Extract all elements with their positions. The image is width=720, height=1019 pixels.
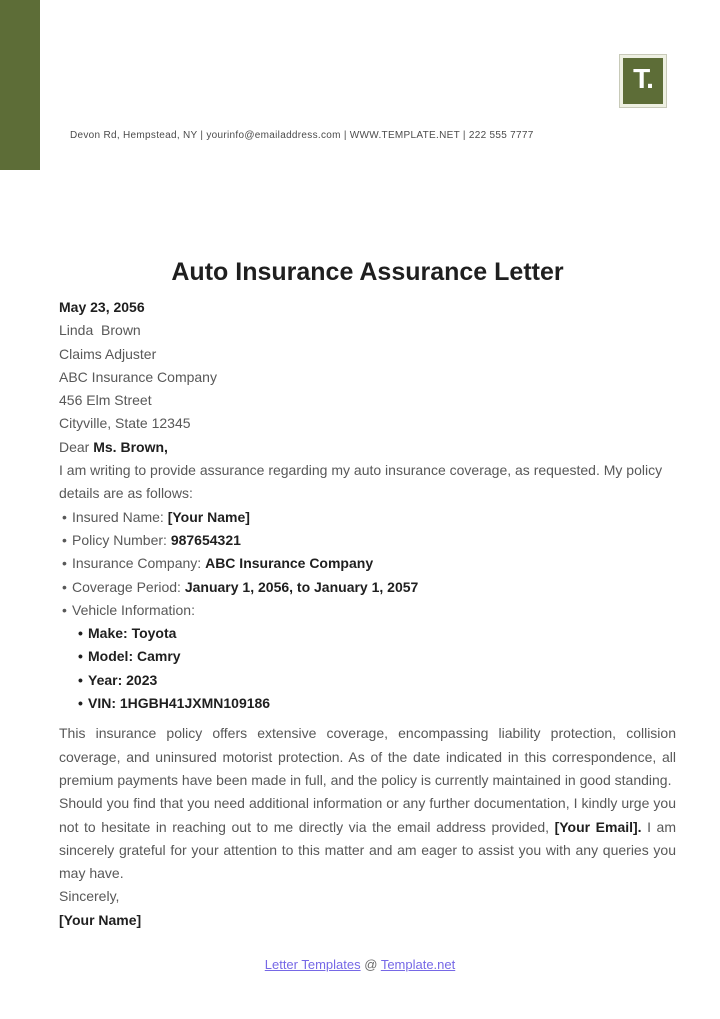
your-email-placeholder: [Your Email].	[554, 818, 642, 835]
policy-details-list	[59, 506, 676, 716]
recipient-role: Claims Adjuster	[59, 345, 157, 362]
contact-paragraph	[59, 792, 676, 885]
signature: [Your Name]	[59, 911, 142, 928]
template-net-logo	[620, 55, 666, 107]
closing: Sincerely,	[59, 888, 120, 905]
detail-value: [Your Name]	[167, 508, 250, 525]
detail-vehicle-information	[59, 599, 676, 622]
recipient-name: Linda Brown	[59, 322, 141, 339]
vehicle-make: • Make: Toyota	[59, 622, 676, 645]
detail-value: 987654321	[170, 531, 241, 548]
salutation-name: Ms. Brown,	[93, 438, 168, 455]
vehicle-model: • Model: Camry	[59, 645, 676, 668]
template-net-link[interactable]: Template.net	[380, 957, 456, 972]
contact-paragraph-start: Should you find that you need additional information or any further documentation, I kindly urge you not to hesitate in reaching out to me directly via the email address provided,	[59, 795, 676, 835]
vehicle-year: • Year: 2023	[59, 669, 676, 692]
left-accent-bar	[0, 0, 40, 170]
coverage-paragraph: This insurance policy offers extensive coverage, encompassing liability protection, collision coverage, and uninsured motorist protection. As of the date indicated in this correspondence, all premium payments have been made in full, and the policy is currently maintained in good standing.	[59, 725, 676, 788]
detail-insured-name	[59, 506, 676, 529]
detail-insurance-company	[59, 552, 676, 575]
detail-label: Insured Name:	[72, 508, 168, 525]
detail-label: Policy Number:	[72, 531, 171, 548]
detail-value: ABC Insurance Company	[205, 555, 374, 572]
detail-label: Vehicle Information:	[72, 601, 195, 618]
salutation-prefix: Dear	[59, 438, 94, 455]
letter-templates-link[interactable]: Letter Templates	[264, 957, 361, 972]
vehicle-vin: • VIN: 1HGBH41JXMN109186	[59, 692, 676, 715]
recipient-street: 456 Elm Street	[59, 392, 152, 409]
letter-body	[59, 296, 676, 932]
detail-value: January 1, 2056, to January 1, 2057	[184, 578, 419, 595]
recipient-company: ABC Insurance Company	[59, 368, 217, 385]
detail-coverage-period	[59, 576, 676, 599]
letter-date: May 23, 2056	[59, 299, 145, 315]
intro-paragraph: I am writing to provide assurance regarding my auto insurance coverage, as requested. My policy details are as follows:	[59, 462, 663, 502]
salutation	[59, 436, 676, 459]
detail-policy-number	[59, 529, 676, 552]
footer-separator: @	[360, 957, 381, 972]
site-footer	[0, 957, 720, 972]
detail-label: Coverage Period:	[72, 578, 185, 595]
recipient-city: Cityville, State 12345	[59, 415, 191, 432]
contact-paragraph-end: I am sincerely grateful for your attention to this matter and am eager to assist you with any queries you may have.	[59, 818, 676, 882]
contact-info-line: Devon Rd, Hempstead, NY | yourinfo@emailaddress.com | WWW.TEMPLATE.NET | 222 555 7777	[70, 130, 534, 141]
logo-t-icon: T.	[633, 63, 653, 94]
page-title: Auto Insurance Assurance Letter	[171, 258, 564, 286]
detail-label: Insurance Company:	[72, 555, 206, 572]
